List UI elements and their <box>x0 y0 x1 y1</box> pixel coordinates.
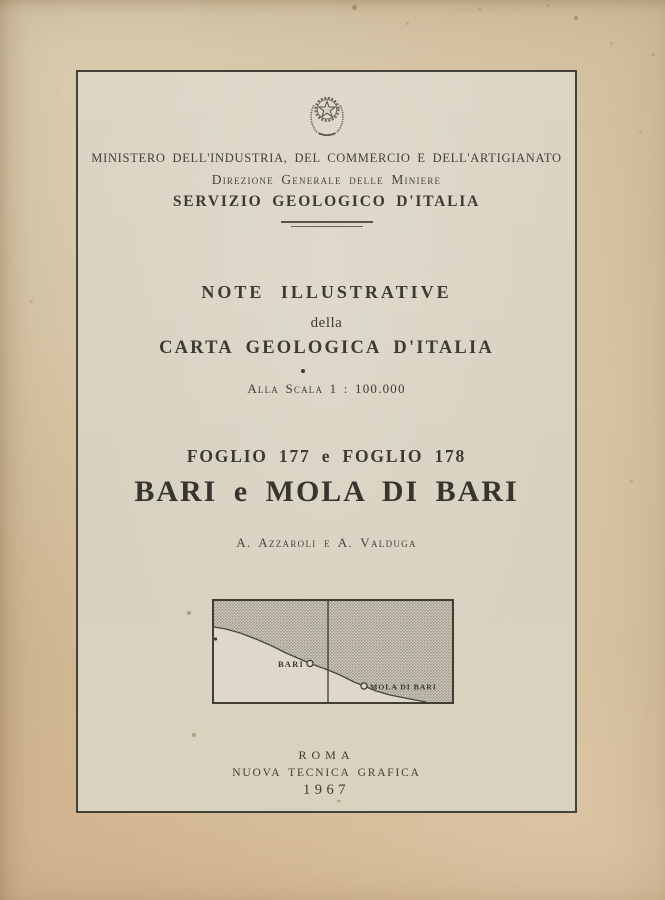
foxing-speck <box>610 42 613 45</box>
foxing-speck <box>30 300 33 303</box>
foxing-speck <box>574 16 578 20</box>
emblem-ribbon <box>318 133 335 135</box>
edge-tick-dot <box>214 637 217 640</box>
ministry-name: MINISTERO DELL'INDUSTRIA, DEL COMMERCIO E DELL'ARTIGIANATO <box>91 151 562 165</box>
series-work-title: CARTA GEOLOGICA D'ITALIA <box>159 338 494 358</box>
series-connector: della <box>310 315 343 331</box>
dot-separator <box>301 369 305 373</box>
foxing-speck <box>187 611 191 615</box>
series-title: NOTE ILLUSTRATIVE <box>201 282 452 302</box>
directorate-name: Direzione Generale delle Miniere <box>211 172 442 187</box>
bari-city-marker <box>307 660 313 666</box>
foxing-speck <box>547 4 550 7</box>
mola-city-marker <box>361 683 367 689</box>
foxing-speck <box>352 5 357 10</box>
divider-line-top <box>281 221 373 223</box>
page-title: BARI e MOLA DI BARI <box>134 475 519 508</box>
foxing-speck <box>406 22 409 25</box>
imprint-city: ROMA <box>298 748 355 762</box>
imprint-publisher: NUOVA TECNICA GRAFICA <box>232 767 421 779</box>
foxing-speck <box>478 8 481 11</box>
foxing-speck <box>652 53 655 56</box>
authors-line: A. Azzaroli e A. Valduga <box>236 535 417 550</box>
divider-line-bottom <box>291 226 363 227</box>
map-label-mola-di-bari: MOLA DI BARI <box>370 682 437 692</box>
emblem-star <box>318 101 334 116</box>
foxing-speck <box>630 480 633 483</box>
italian-republic-emblem-icon <box>308 90 346 140</box>
foxing-speck <box>639 130 642 133</box>
foxing-speck <box>192 733 196 737</box>
map-scale-note: Alla Scala 1 : 100.000 <box>247 381 406 396</box>
foxing-speck <box>337 800 341 802</box>
index-map <box>212 599 454 704</box>
imprint-year: 1967 <box>303 782 350 798</box>
page-border-frame <box>76 70 577 813</box>
emblem-container <box>78 90 575 145</box>
geological-service-name: SERVIZIO GEOLOGICO D'ITALIA <box>172 193 481 210</box>
double-rule-divider <box>78 221 575 227</box>
index-map-drawing <box>214 601 452 702</box>
map-label-bari: BARI <box>277 659 304 669</box>
folio-numbers: FOGLIO 177 e FOGLIO 178 <box>186 446 467 466</box>
